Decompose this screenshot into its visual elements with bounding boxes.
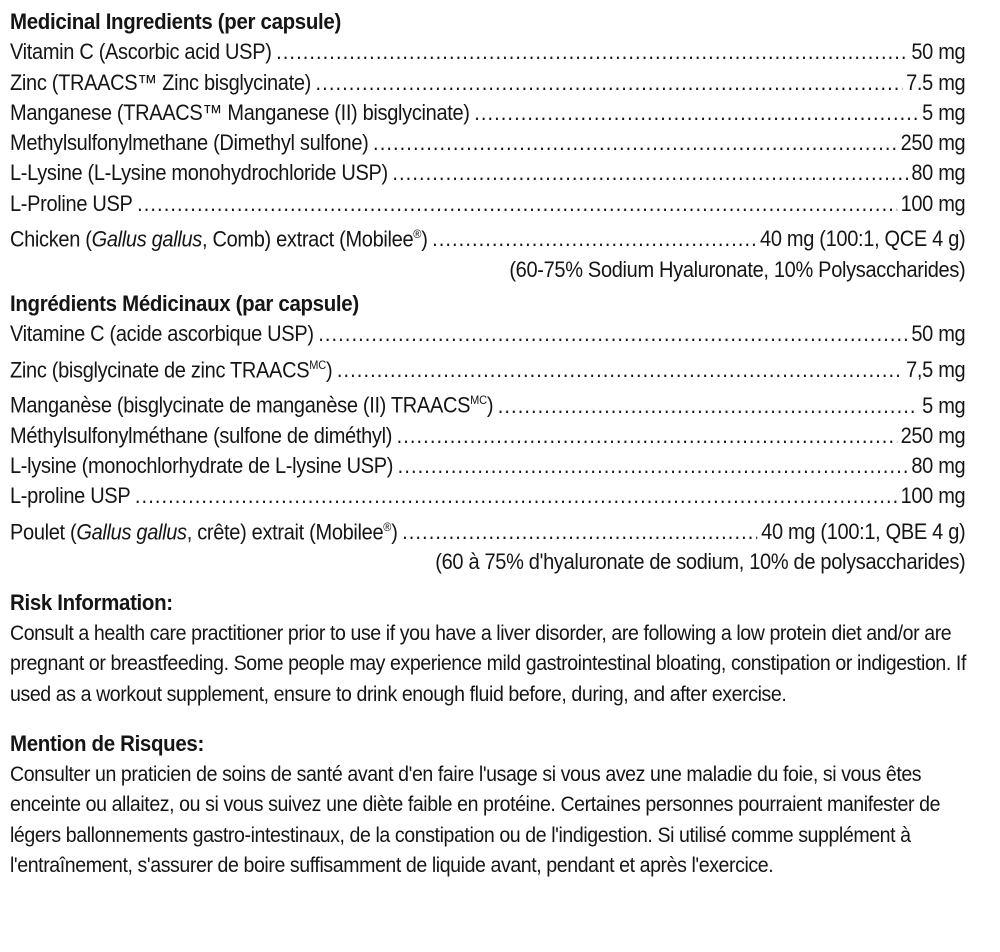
ingredient-name: Vitamin C (Ascorbic acid USP) <box>9 39 272 65</box>
ingredient-name: L-Lysine (L-Lysine monohydrochloride USP) <box>9 160 388 186</box>
ingredient-name: Zinc (bisglycinate de zinc $TRAACS^{MC}$) <box>9 356 333 382</box>
ingredient-row <box>10 98 982 128</box>
ingredient-amount: 40 mg (100:1, QCE 4 g) <box>760 226 966 252</box>
dot-leader <box>135 481 897 511</box>
dot-leader <box>137 189 897 219</box>
ingredient-row <box>10 189 982 219</box>
ingredient-row <box>10 128 982 158</box>
medicinal-ingredients-fr-section <box>10 289 982 578</box>
ingredient-row <box>10 350 982 386</box>
risk-information-fr-section <box>10 729 982 880</box>
ingredient-amount: 80 mg <box>911 160 966 186</box>
ingredient-name: L-Proline USP <box>9 190 133 216</box>
dot-leader <box>316 68 903 98</box>
ingredient-row <box>10 481 982 511</box>
dot-leader <box>318 319 907 349</box>
dot-leader <box>392 158 907 188</box>
section-title-risk-information-fr: Mention de Risques: <box>9 730 204 756</box>
ingredient-amount: 40 mg (100:1, QBE 4 g) <box>761 519 966 545</box>
ingredient-amount: 5 mg <box>922 392 966 418</box>
ingredient-name: Methylsulfonylmethane (Dimethyl sulfone) <box>9 130 369 156</box>
ingredient-row <box>10 421 982 451</box>
ingredient-row <box>10 385 982 421</box>
ingredient-amount: 7,5 mg <box>906 356 966 382</box>
ingredient-name: Zinc (TRAACS™ Zinc bisglycinate) <box>9 69 311 95</box>
dot-leader <box>402 517 757 547</box>
dot-leader <box>373 128 897 158</box>
dot-leader <box>432 224 756 254</box>
risk-information-en-section <box>10 588 982 709</box>
ingredient-row <box>10 158 982 188</box>
section-title-medicinal-ingredients-fr: Ingrédients Médicinaux (par capsule) <box>9 291 359 316</box>
ingredient-row <box>10 37 982 67</box>
ingredient-row <box>10 512 982 548</box>
ingredient-amount: 50 mg <box>911 39 966 65</box>
medicinal-ingredients-en-section <box>10 7 982 285</box>
ingredient-note: (60 à 75% d'hyaluronate de sodium, 10% de polysaccharides) <box>435 549 966 575</box>
section-title-medicinal-ingredients-en: Medicinal Ingredients (per capsule) <box>9 9 341 34</box>
ingredient-name: Vitamine C (acide ascorbique USP) <box>9 321 314 347</box>
dot-leader <box>474 98 918 128</box>
ingredient-name: L-proline USP <box>9 483 131 509</box>
ingredient-row <box>10 68 982 98</box>
ingredient-amount: 100 mg <box>900 190 966 216</box>
section-title-risk-information-en: Risk Information: <box>9 589 173 615</box>
risk-information-en-text: Consult a health care practitioner prior to use if you have a liver disorder, are following a low protein diet and/or are pregnant or breastfeeding. Some people may experience mild gastrointestinal bloating, constipation or indigestion. If used as a workout supplement, ensure to drink enough fluid before, during, and after exercise. <box>9 620 966 706</box>
ingredient-row <box>10 319 982 349</box>
ingredient-amount: 5 mg <box>922 99 966 125</box>
ingredient-list-fr <box>10 319 982 577</box>
ingredient-name: Méthylsulfonylméthane (sulfone de diméthyl) <box>9 422 393 448</box>
dot-leader <box>398 451 908 481</box>
ingredient-row <box>10 451 982 481</box>
risk-information-fr-text: Consulter un praticien de soins de santé avant d'en faire l'usage si vous avez une maladie du foie, si vous êtes enceinte ou allaitez, ou si vous suivez une diète faible en protéine. Certaines personnes pourraient manifester de légers ballonnements gastro-intestinaux, de la constipation ou de l'indigestion. Si utilisé comme supplément à l'entraînement, s'assurer de boire suffisamment de liquide avant, pendant et après l'exercice. <box>9 762 941 878</box>
ingredient-name: Manganese (TRAACS™ Manganese (II) bisglycinate) <box>9 99 470 125</box>
ingredient-amount: 100 mg <box>900 483 966 509</box>
ingredient-amount: 250 mg <box>900 130 966 156</box>
dot-leader <box>337 355 903 385</box>
ingredient-amount: 80 mg <box>911 453 966 479</box>
ingredient-name: Chicken (Gallus gallus, Comb) extract (Mobilee®) <box>9 226 428 252</box>
dot-leader <box>498 391 919 421</box>
ingredient-amount: 7.5 mg <box>906 69 966 95</box>
dot-leader <box>276 37 908 67</box>
ingredient-name: Manganèse (bisglycinate de manganèse (II) $TRAACS^{MC}$) <box>9 392 494 418</box>
ingredient-list-en <box>10 37 982 285</box>
dot-leader <box>397 421 897 451</box>
ingredient-amount: 250 mg <box>900 422 966 448</box>
ingredient-name: Poulet (Gallus gallus, crête) extrait (Mobilee®) <box>9 519 398 545</box>
ingredient-row <box>10 219 982 255</box>
ingredient-name: L-lysine (monochlorhydrate de L-lysine USP) <box>9 453 394 479</box>
ingredient-amount: 50 mg <box>911 321 966 347</box>
ingredient-note: (60-75% Sodium Hyaluronate, 10% Polysaccharides) <box>509 256 966 282</box>
